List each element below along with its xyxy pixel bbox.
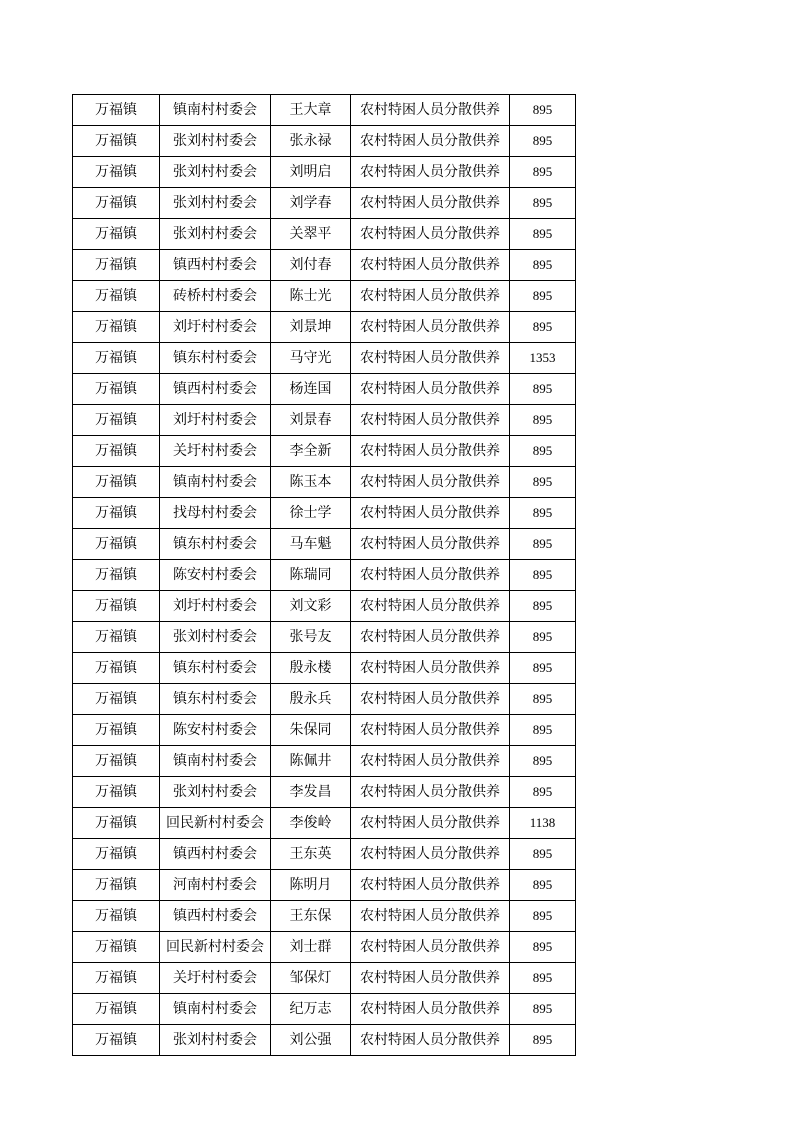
recipient-name-cell: 李俊岭: [271, 808, 351, 839]
town-cell: 万福镇: [73, 529, 160, 560]
support-type-cell: 农村特困人员分散供养: [351, 343, 510, 374]
town-cell: 万福镇: [73, 157, 160, 188]
village-cell: 镇南村村委会: [160, 467, 271, 498]
amount-cell: 895: [510, 684, 576, 715]
amount-cell: 895: [510, 653, 576, 684]
town-cell: 万福镇: [73, 839, 160, 870]
support-type-cell: 农村特困人员分散供养: [351, 126, 510, 157]
town-cell: 万福镇: [73, 188, 160, 219]
town-cell: 万福镇: [73, 95, 160, 126]
relief-recipients-table: [72, 94, 576, 1056]
town-cell: 万福镇: [73, 250, 160, 281]
village-cell: 张刘村村委会: [160, 777, 271, 808]
amount-cell: 895: [510, 312, 576, 343]
recipient-name-cell: 王大章: [271, 95, 351, 126]
town-cell: 万福镇: [73, 994, 160, 1025]
village-cell: 关圩村村委会: [160, 963, 271, 994]
table-row: [73, 250, 576, 281]
recipient-name-cell: 殷永兵: [271, 684, 351, 715]
table-row: [73, 560, 576, 591]
village-cell: 镇东村村委会: [160, 684, 271, 715]
amount-cell: 895: [510, 746, 576, 777]
amount-cell: 895: [510, 839, 576, 870]
amount-cell: 895: [510, 436, 576, 467]
recipient-name-cell: 关翠平: [271, 219, 351, 250]
support-type-cell: 农村特困人员分散供养: [351, 1025, 510, 1056]
town-cell: 万福镇: [73, 343, 160, 374]
town-cell: 万福镇: [73, 746, 160, 777]
amount-cell: 895: [510, 498, 576, 529]
recipient-name-cell: 王东英: [271, 839, 351, 870]
support-type-cell: 农村特困人员分散供养: [351, 188, 510, 219]
village-cell: 张刘村村委会: [160, 1025, 271, 1056]
recipient-name-cell: 徐士学: [271, 498, 351, 529]
town-cell: 万福镇: [73, 498, 160, 529]
village-cell: 张刘村村委会: [160, 219, 271, 250]
amount-cell: 895: [510, 715, 576, 746]
village-cell: 镇东村村委会: [160, 529, 271, 560]
recipient-name-cell: 邹保灯: [271, 963, 351, 994]
support-type-cell: 农村特困人员分散供养: [351, 157, 510, 188]
village-cell: 关圩村村委会: [160, 436, 271, 467]
amount-cell: 895: [510, 405, 576, 436]
amount-cell: 895: [510, 374, 576, 405]
town-cell: 万福镇: [73, 1025, 160, 1056]
village-cell: 镇西村村委会: [160, 901, 271, 932]
recipient-name-cell: 朱保同: [271, 715, 351, 746]
recipient-name-cell: 纪万志: [271, 994, 351, 1025]
table-row: [73, 653, 576, 684]
recipient-name-cell: 张永禄: [271, 126, 351, 157]
village-cell: 镇南村村委会: [160, 994, 271, 1025]
village-cell: 镇南村村委会: [160, 95, 271, 126]
table-row: [73, 405, 576, 436]
table-row: [73, 374, 576, 405]
village-cell: 张刘村村委会: [160, 188, 271, 219]
village-cell: 砖桥村村委会: [160, 281, 271, 312]
support-type-cell: 农村特困人员分散供养: [351, 591, 510, 622]
support-type-cell: 农村特困人员分散供养: [351, 839, 510, 870]
amount-cell: 895: [510, 467, 576, 498]
recipient-name-cell: 刘景坤: [271, 312, 351, 343]
village-cell: 回民新村村委会: [160, 808, 271, 839]
support-type-cell: 农村特困人员分散供养: [351, 994, 510, 1025]
recipient-name-cell: 刘士群: [271, 932, 351, 963]
town-cell: 万福镇: [73, 870, 160, 901]
table-row: [73, 839, 576, 870]
village-cell: 陈安村村委会: [160, 560, 271, 591]
town-cell: 万福镇: [73, 808, 160, 839]
support-type-cell: 农村特困人员分散供养: [351, 963, 510, 994]
town-cell: 万福镇: [73, 436, 160, 467]
table-row: [73, 777, 576, 808]
village-cell: 河南村村委会: [160, 870, 271, 901]
recipient-name-cell: 李全新: [271, 436, 351, 467]
support-type-cell: 农村特困人员分散供养: [351, 250, 510, 281]
support-type-cell: 农村特困人员分散供养: [351, 684, 510, 715]
support-type-cell: 农村特困人员分散供养: [351, 870, 510, 901]
town-cell: 万福镇: [73, 219, 160, 250]
recipient-name-cell: 陈瑞同: [271, 560, 351, 591]
amount-cell: 895: [510, 281, 576, 312]
table-row: [73, 1025, 576, 1056]
amount-cell: 895: [510, 95, 576, 126]
support-type-cell: 农村特困人员分散供养: [351, 715, 510, 746]
town-cell: 万福镇: [73, 653, 160, 684]
support-type-cell: 农村特困人员分散供养: [351, 312, 510, 343]
town-cell: 万福镇: [73, 591, 160, 622]
support-type-cell: 农村特困人员分散供养: [351, 219, 510, 250]
amount-cell: 895: [510, 932, 576, 963]
support-type-cell: 农村特困人员分散供养: [351, 405, 510, 436]
town-cell: 万福镇: [73, 374, 160, 405]
table-row: [73, 467, 576, 498]
town-cell: 万福镇: [73, 281, 160, 312]
recipient-name-cell: 殷永楼: [271, 653, 351, 684]
town-cell: 万福镇: [73, 560, 160, 591]
village-cell: 张刘村村委会: [160, 157, 271, 188]
village-cell: 镇西村村委会: [160, 839, 271, 870]
town-cell: 万福镇: [73, 963, 160, 994]
support-type-cell: 农村特困人员分散供养: [351, 622, 510, 653]
support-type-cell: 农村特困人员分散供养: [351, 560, 510, 591]
recipient-name-cell: 刘明启: [271, 157, 351, 188]
amount-cell: 895: [510, 250, 576, 281]
table-row: [73, 498, 576, 529]
village-cell: 陈安村村委会: [160, 715, 271, 746]
recipient-name-cell: 陈玉本: [271, 467, 351, 498]
village-cell: 张刘村村委会: [160, 126, 271, 157]
amount-cell: 895: [510, 126, 576, 157]
amount-cell: 895: [510, 188, 576, 219]
town-cell: 万福镇: [73, 312, 160, 343]
recipient-name-cell: 王东保: [271, 901, 351, 932]
town-cell: 万福镇: [73, 467, 160, 498]
village-cell: 镇西村村委会: [160, 250, 271, 281]
recipient-name-cell: 马守光: [271, 343, 351, 374]
table-row: [73, 436, 576, 467]
village-cell: 刘圩村村委会: [160, 405, 271, 436]
table-row: [73, 157, 576, 188]
table-row: [73, 994, 576, 1025]
table-row: [73, 684, 576, 715]
amount-cell: 895: [510, 777, 576, 808]
table-row: [73, 746, 576, 777]
table-row: [73, 808, 576, 839]
village-cell: 刘圩村村委会: [160, 591, 271, 622]
amount-cell: 895: [510, 994, 576, 1025]
amount-cell: 895: [510, 529, 576, 560]
table-row: [73, 188, 576, 219]
table-row: [73, 281, 576, 312]
support-type-cell: 农村特困人员分散供养: [351, 932, 510, 963]
amount-cell: 895: [510, 591, 576, 622]
support-type-cell: 农村特困人员分散供养: [351, 498, 510, 529]
village-cell: 镇南村村委会: [160, 746, 271, 777]
table-row: [73, 126, 576, 157]
recipient-name-cell: 刘景春: [271, 405, 351, 436]
table-body: [73, 95, 576, 1056]
amount-cell: 895: [510, 622, 576, 653]
recipient-name-cell: 刘公强: [271, 1025, 351, 1056]
village-cell: 回民新村村委会: [160, 932, 271, 963]
support-type-cell: 农村特困人员分散供养: [351, 281, 510, 312]
table-row: [73, 932, 576, 963]
table-row: [73, 901, 576, 932]
recipient-name-cell: 杨连国: [271, 374, 351, 405]
village-cell: 镇西村村委会: [160, 374, 271, 405]
table-row: [73, 343, 576, 374]
recipient-name-cell: 刘学春: [271, 188, 351, 219]
amount-cell: 895: [510, 963, 576, 994]
town-cell: 万福镇: [73, 932, 160, 963]
support-type-cell: 农村特困人员分散供养: [351, 653, 510, 684]
amount-cell: 1138: [510, 808, 576, 839]
support-type-cell: 农村特困人员分散供养: [351, 467, 510, 498]
support-type-cell: 农村特困人员分散供养: [351, 95, 510, 126]
table-row: [73, 529, 576, 560]
recipient-name-cell: 刘付春: [271, 250, 351, 281]
amount-cell: 1353: [510, 343, 576, 374]
town-cell: 万福镇: [73, 622, 160, 653]
support-type-cell: 农村特困人员分散供养: [351, 808, 510, 839]
support-type-cell: 农村特困人员分散供养: [351, 777, 510, 808]
support-type-cell: 农村特困人员分散供养: [351, 901, 510, 932]
support-type-cell: 农村特困人员分散供养: [351, 529, 510, 560]
amount-cell: 895: [510, 157, 576, 188]
recipient-name-cell: 张号友: [271, 622, 351, 653]
recipient-name-cell: 李发昌: [271, 777, 351, 808]
town-cell: 万福镇: [73, 715, 160, 746]
recipient-name-cell: 陈士光: [271, 281, 351, 312]
town-cell: 万福镇: [73, 405, 160, 436]
recipient-name-cell: 刘文彩: [271, 591, 351, 622]
recipient-name-cell: 陈佩井: [271, 746, 351, 777]
table-row: [73, 95, 576, 126]
table-row: [73, 963, 576, 994]
town-cell: 万福镇: [73, 901, 160, 932]
town-cell: 万福镇: [73, 684, 160, 715]
table-row: [73, 591, 576, 622]
amount-cell: 895: [510, 870, 576, 901]
table-row: [73, 312, 576, 343]
support-type-cell: 农村特困人员分散供养: [351, 746, 510, 777]
table-row: [73, 715, 576, 746]
amount-cell: 895: [510, 1025, 576, 1056]
support-type-cell: 农村特困人员分散供养: [351, 374, 510, 405]
town-cell: 万福镇: [73, 126, 160, 157]
village-cell: 镇东村村委会: [160, 343, 271, 374]
village-cell: 张刘村村委会: [160, 622, 271, 653]
amount-cell: 895: [510, 560, 576, 591]
support-type-cell: 农村特困人员分散供养: [351, 436, 510, 467]
town-cell: 万福镇: [73, 777, 160, 808]
village-cell: 找母村村委会: [160, 498, 271, 529]
table-row: [73, 870, 576, 901]
amount-cell: 895: [510, 219, 576, 250]
table-row: [73, 219, 576, 250]
village-cell: 刘圩村村委会: [160, 312, 271, 343]
recipient-name-cell: 马车魁: [271, 529, 351, 560]
amount-cell: 895: [510, 901, 576, 932]
table-row: [73, 622, 576, 653]
recipient-name-cell: 陈明月: [271, 870, 351, 901]
village-cell: 镇东村村委会: [160, 653, 271, 684]
